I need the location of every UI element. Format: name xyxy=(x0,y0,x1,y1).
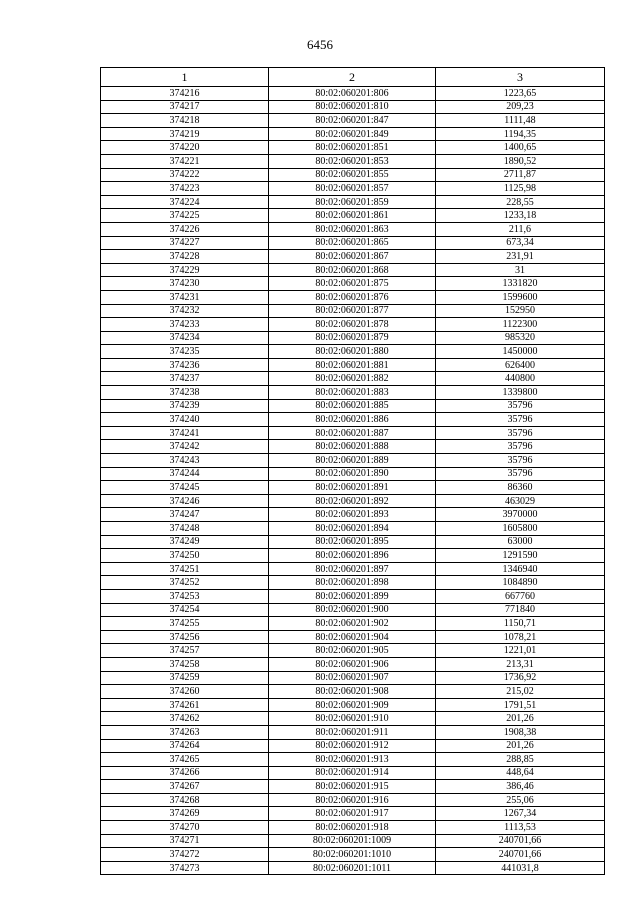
table-row xyxy=(101,345,605,359)
value-cell: 211,6 xyxy=(436,222,605,236)
cadastral-number-cell: 80:02:060201:881 xyxy=(269,358,436,372)
row-number-cell: 374265 xyxy=(101,753,269,767)
row-number-cell: 374239 xyxy=(101,399,269,413)
table-row xyxy=(101,753,605,767)
value-cell: 1113,53 xyxy=(436,821,605,835)
row-number-cell: 374227 xyxy=(101,236,269,250)
table-row xyxy=(101,603,605,617)
table-row xyxy=(101,154,605,168)
row-number-cell: 374246 xyxy=(101,494,269,508)
cadastral-number-cell: 80:02:060201:896 xyxy=(269,549,436,563)
row-number-cell: 374216 xyxy=(101,87,269,101)
table-row xyxy=(101,141,605,155)
value-cell: 448,64 xyxy=(436,766,605,780)
table-row xyxy=(101,576,605,590)
table-row xyxy=(101,671,605,685)
value-cell: 255,06 xyxy=(436,793,605,807)
cadastral-number-cell: 80:02:060201:914 xyxy=(269,766,436,780)
table-row xyxy=(101,440,605,454)
row-number-cell: 374259 xyxy=(101,671,269,685)
value-cell: 1400,65 xyxy=(436,141,605,155)
row-number-cell: 374245 xyxy=(101,481,269,495)
value-cell: 86360 xyxy=(436,481,605,495)
row-number-cell: 374244 xyxy=(101,467,269,481)
row-number-cell: 374248 xyxy=(101,522,269,536)
row-number-cell: 374240 xyxy=(101,413,269,427)
value-cell: 152950 xyxy=(436,304,605,318)
table-row xyxy=(101,685,605,699)
table-row xyxy=(101,331,605,345)
value-cell: 1111,48 xyxy=(436,114,605,128)
cadastral-number-cell: 80:02:060201:810 xyxy=(269,100,436,114)
cadastral-number-cell: 80:02:060201:882 xyxy=(269,372,436,386)
column-header-1: 1 xyxy=(101,68,269,87)
table-row xyxy=(101,780,605,794)
cadastral-number-cell: 80:02:060201:879 xyxy=(269,331,436,345)
cadastral-number-cell: 80:02:060201:887 xyxy=(269,426,436,440)
cadastral-number-cell: 80:02:060201:863 xyxy=(269,222,436,236)
table-row xyxy=(101,399,605,413)
cadastral-number-cell: 80:02:060201:891 xyxy=(269,481,436,495)
row-number-cell: 374267 xyxy=(101,780,269,794)
cadastral-number-cell: 80:02:060201:907 xyxy=(269,671,436,685)
value-cell: 1194,35 xyxy=(436,127,605,141)
row-number-cell: 374241 xyxy=(101,426,269,440)
value-cell: 1346940 xyxy=(436,562,605,576)
row-number-cell: 374237 xyxy=(101,372,269,386)
table-row xyxy=(101,318,605,332)
value-cell: 1605800 xyxy=(436,522,605,536)
cadastral-number-cell: 80:02:060201:865 xyxy=(269,236,436,250)
cadastral-number-cell: 80:02:060201:889 xyxy=(269,454,436,468)
cadastral-number-cell: 80:02:060201:918 xyxy=(269,821,436,835)
cadastral-number-cell: 80:02:060201:878 xyxy=(269,318,436,332)
row-number-cell: 374229 xyxy=(101,263,269,277)
table-row xyxy=(101,562,605,576)
row-number-cell: 374242 xyxy=(101,440,269,454)
cadastral-number-cell: 80:02:060201:867 xyxy=(269,250,436,264)
table-row xyxy=(101,277,605,291)
table-row xyxy=(101,263,605,277)
row-number-cell: 374247 xyxy=(101,508,269,522)
table-row xyxy=(101,861,605,875)
value-cell: 1339800 xyxy=(436,386,605,400)
row-number-cell: 374235 xyxy=(101,345,269,359)
row-number-cell: 374250 xyxy=(101,549,269,563)
value-cell: 215,02 xyxy=(436,685,605,699)
table-row xyxy=(101,766,605,780)
table-row xyxy=(101,522,605,536)
table-row xyxy=(101,413,605,427)
row-number-cell: 374232 xyxy=(101,304,269,318)
value-cell: 1084890 xyxy=(436,576,605,590)
table-row xyxy=(101,725,605,739)
table-row xyxy=(101,87,605,101)
cadastral-number-cell: 80:02:060201:877 xyxy=(269,304,436,318)
value-cell: 667760 xyxy=(436,589,605,603)
table-row xyxy=(101,807,605,821)
cadastral-number-cell: 80:02:060201:853 xyxy=(269,154,436,168)
value-cell: 386,46 xyxy=(436,780,605,794)
row-number-cell: 374253 xyxy=(101,589,269,603)
value-cell: 231,91 xyxy=(436,250,605,264)
table-row xyxy=(101,481,605,495)
value-cell: 35796 xyxy=(436,440,605,454)
row-number-cell: 374270 xyxy=(101,821,269,835)
cadastral-number-cell: 80:02:060201:894 xyxy=(269,522,436,536)
cadastral-number-cell: 80:02:060201:904 xyxy=(269,630,436,644)
row-number-cell: 374249 xyxy=(101,535,269,549)
value-cell: 31 xyxy=(436,263,605,277)
value-cell: 201,26 xyxy=(436,712,605,726)
cadastral-number-cell: 80:02:060201:912 xyxy=(269,739,436,753)
table-row xyxy=(101,793,605,807)
table-row xyxy=(101,114,605,128)
cadastral-number-cell: 80:02:060201:849 xyxy=(269,127,436,141)
table-row xyxy=(101,358,605,372)
value-cell: 626400 xyxy=(436,358,605,372)
value-cell: 1122300 xyxy=(436,318,605,332)
cadastral-number-cell: 80:02:060201:906 xyxy=(269,657,436,671)
table-row xyxy=(101,549,605,563)
value-cell: 1736,92 xyxy=(436,671,605,685)
column-header-3: 3 xyxy=(436,68,605,87)
cadastral-number-cell: 80:02:060201:880 xyxy=(269,345,436,359)
table-row xyxy=(101,712,605,726)
value-cell: 1233,18 xyxy=(436,209,605,223)
value-cell: 440800 xyxy=(436,372,605,386)
cadastral-number-cell: 80:02:060201:916 xyxy=(269,793,436,807)
cadastral-number-cell: 80:02:060201:1010 xyxy=(269,848,436,862)
value-cell: 463029 xyxy=(436,494,605,508)
cadastral-number-cell: 80:02:060201:888 xyxy=(269,440,436,454)
page-number: 6456 xyxy=(307,37,333,52)
cadastral-number-cell: 80:02:060201:897 xyxy=(269,562,436,576)
value-cell: 1890,52 xyxy=(436,154,605,168)
row-number-cell: 374223 xyxy=(101,182,269,196)
cadastral-number-cell: 80:02:060201:851 xyxy=(269,141,436,155)
row-number-cell: 374224 xyxy=(101,195,269,209)
row-number-cell: 374257 xyxy=(101,644,269,658)
value-cell: 673,34 xyxy=(436,236,605,250)
value-cell: 35796 xyxy=(436,467,605,481)
table-row xyxy=(101,630,605,644)
cadastral-number-cell: 80:02:060201:883 xyxy=(269,386,436,400)
row-number-cell: 374251 xyxy=(101,562,269,576)
row-number-cell: 374254 xyxy=(101,603,269,617)
value-cell: 1078,21 xyxy=(436,630,605,644)
value-cell: 1450000 xyxy=(436,345,605,359)
table-row xyxy=(101,372,605,386)
cadastral-number-cell: 80:02:060201:890 xyxy=(269,467,436,481)
value-cell: 1267,34 xyxy=(436,807,605,821)
table-row xyxy=(101,290,605,304)
value-cell: 209,23 xyxy=(436,100,605,114)
value-cell: 63000 xyxy=(436,535,605,549)
cadastral-number-cell: 80:02:060201:900 xyxy=(269,603,436,617)
cadastral-number-cell: 80:02:060201:859 xyxy=(269,195,436,209)
cadastral-number-cell: 80:02:060201:917 xyxy=(269,807,436,821)
value-cell: 1223,65 xyxy=(436,87,605,101)
cadastral-number-cell: 80:02:060201:855 xyxy=(269,168,436,182)
cadastral-number-cell: 80:02:060201:886 xyxy=(269,413,436,427)
row-number-cell: 374268 xyxy=(101,793,269,807)
row-number-cell: 374238 xyxy=(101,386,269,400)
table-row xyxy=(101,195,605,209)
value-cell: 1599600 xyxy=(436,290,605,304)
value-cell: 288,85 xyxy=(436,753,605,767)
row-number-cell: 374236 xyxy=(101,358,269,372)
value-cell: 1125,98 xyxy=(436,182,605,196)
cadastral-number-cell: 80:02:060201:902 xyxy=(269,617,436,631)
table-row xyxy=(101,386,605,400)
cadastral-number-cell: 80:02:060201:899 xyxy=(269,589,436,603)
value-cell: 1150,71 xyxy=(436,617,605,631)
table-row xyxy=(101,698,605,712)
value-cell: 201,26 xyxy=(436,739,605,753)
cadastral-number-cell: 80:02:060201:911 xyxy=(269,725,436,739)
row-number-cell: 374252 xyxy=(101,576,269,590)
value-cell: 3970000 xyxy=(436,508,605,522)
row-number-cell: 374220 xyxy=(101,141,269,155)
table-row xyxy=(101,821,605,835)
row-number-cell: 374260 xyxy=(101,685,269,699)
value-cell: 1791,51 xyxy=(436,698,605,712)
row-number-cell: 374230 xyxy=(101,277,269,291)
cadastral-number-cell: 80:02:060201:885 xyxy=(269,399,436,413)
row-number-cell: 374263 xyxy=(101,725,269,739)
cadastral-number-cell: 80:02:060201:868 xyxy=(269,263,436,277)
row-number-cell: 374222 xyxy=(101,168,269,182)
value-cell: 240701,66 xyxy=(436,848,605,862)
row-number-cell: 374217 xyxy=(101,100,269,114)
value-cell: 2711,87 xyxy=(436,168,605,182)
table-row xyxy=(101,209,605,223)
row-number-cell: 374233 xyxy=(101,318,269,332)
table-row xyxy=(101,426,605,440)
table-row xyxy=(101,467,605,481)
table-row xyxy=(101,848,605,862)
value-cell: 1221,01 xyxy=(436,644,605,658)
row-number-cell: 374256 xyxy=(101,630,269,644)
table-row xyxy=(101,100,605,114)
row-number-cell: 374221 xyxy=(101,154,269,168)
row-number-cell: 374272 xyxy=(101,848,269,862)
row-number-cell: 374218 xyxy=(101,114,269,128)
data-table xyxy=(100,67,605,875)
table-row xyxy=(101,739,605,753)
table-row xyxy=(101,250,605,264)
cadastral-number-cell: 80:02:060201:909 xyxy=(269,698,436,712)
cadastral-number-cell: 80:02:060201:857 xyxy=(269,182,436,196)
table-header-row xyxy=(101,68,605,87)
row-number-cell: 374226 xyxy=(101,222,269,236)
row-number-cell: 374225 xyxy=(101,209,269,223)
cadastral-number-cell: 80:02:060201:847 xyxy=(269,114,436,128)
row-number-cell: 374264 xyxy=(101,739,269,753)
value-cell: 35796 xyxy=(436,413,605,427)
table-row xyxy=(101,494,605,508)
cadastral-number-cell: 80:02:060201:915 xyxy=(269,780,436,794)
table-row xyxy=(101,182,605,196)
row-number-cell: 374258 xyxy=(101,657,269,671)
cadastral-number-cell: 80:02:060201:876 xyxy=(269,290,436,304)
cadastral-number-cell: 80:02:060201:861 xyxy=(269,209,436,223)
value-cell: 228,55 xyxy=(436,195,605,209)
table-row xyxy=(101,222,605,236)
row-number-cell: 374262 xyxy=(101,712,269,726)
table-row xyxy=(101,508,605,522)
row-number-cell: 374255 xyxy=(101,617,269,631)
row-number-cell: 374261 xyxy=(101,698,269,712)
row-number-cell: 374231 xyxy=(101,290,269,304)
value-cell: 35796 xyxy=(436,426,605,440)
value-cell: 441031,8 xyxy=(436,861,605,875)
cadastral-number-cell: 80:02:060201:1011 xyxy=(269,861,436,875)
cadastral-number-cell: 80:02:060201:893 xyxy=(269,508,436,522)
cadastral-number-cell: 80:02:060201:898 xyxy=(269,576,436,590)
table-row xyxy=(101,617,605,631)
value-cell: 35796 xyxy=(436,454,605,468)
value-cell: 213,31 xyxy=(436,657,605,671)
row-number-cell: 374273 xyxy=(101,861,269,875)
column-header-2: 2 xyxy=(269,68,436,87)
cadastral-number-cell: 80:02:060201:806 xyxy=(269,87,436,101)
value-cell: 771840 xyxy=(436,603,605,617)
cadastral-number-cell: 80:02:060201:913 xyxy=(269,753,436,767)
row-number-cell: 374234 xyxy=(101,331,269,345)
row-number-cell: 374228 xyxy=(101,250,269,264)
value-cell: 1908,38 xyxy=(436,725,605,739)
value-cell: 35796 xyxy=(436,399,605,413)
table-row xyxy=(101,454,605,468)
cadastral-number-cell: 80:02:060201:905 xyxy=(269,644,436,658)
cadastral-number-cell: 80:02:060201:910 xyxy=(269,712,436,726)
cadastral-number-cell: 80:02:060201:875 xyxy=(269,277,436,291)
table-row xyxy=(101,168,605,182)
value-cell: 1331820 xyxy=(436,277,605,291)
value-cell: 985320 xyxy=(436,331,605,345)
table-row xyxy=(101,535,605,549)
row-number-cell: 374243 xyxy=(101,454,269,468)
row-number-cell: 374219 xyxy=(101,127,269,141)
table-body xyxy=(101,87,605,875)
cadastral-number-cell: 80:02:060201:895 xyxy=(269,535,436,549)
table-row xyxy=(101,127,605,141)
cadastral-number-cell: 80:02:060201:892 xyxy=(269,494,436,508)
table-row xyxy=(101,236,605,250)
value-cell: 1291590 xyxy=(436,549,605,563)
table-row xyxy=(101,834,605,848)
table-row xyxy=(101,644,605,658)
table-row xyxy=(101,589,605,603)
row-number-cell: 374266 xyxy=(101,766,269,780)
row-number-cell: 374271 xyxy=(101,834,269,848)
table-row xyxy=(101,304,605,318)
value-cell: 240701,66 xyxy=(436,834,605,848)
cadastral-number-cell: 80:02:060201:1009 xyxy=(269,834,436,848)
table-row xyxy=(101,657,605,671)
row-number-cell: 374269 xyxy=(101,807,269,821)
cadastral-number-cell: 80:02:060201:908 xyxy=(269,685,436,699)
